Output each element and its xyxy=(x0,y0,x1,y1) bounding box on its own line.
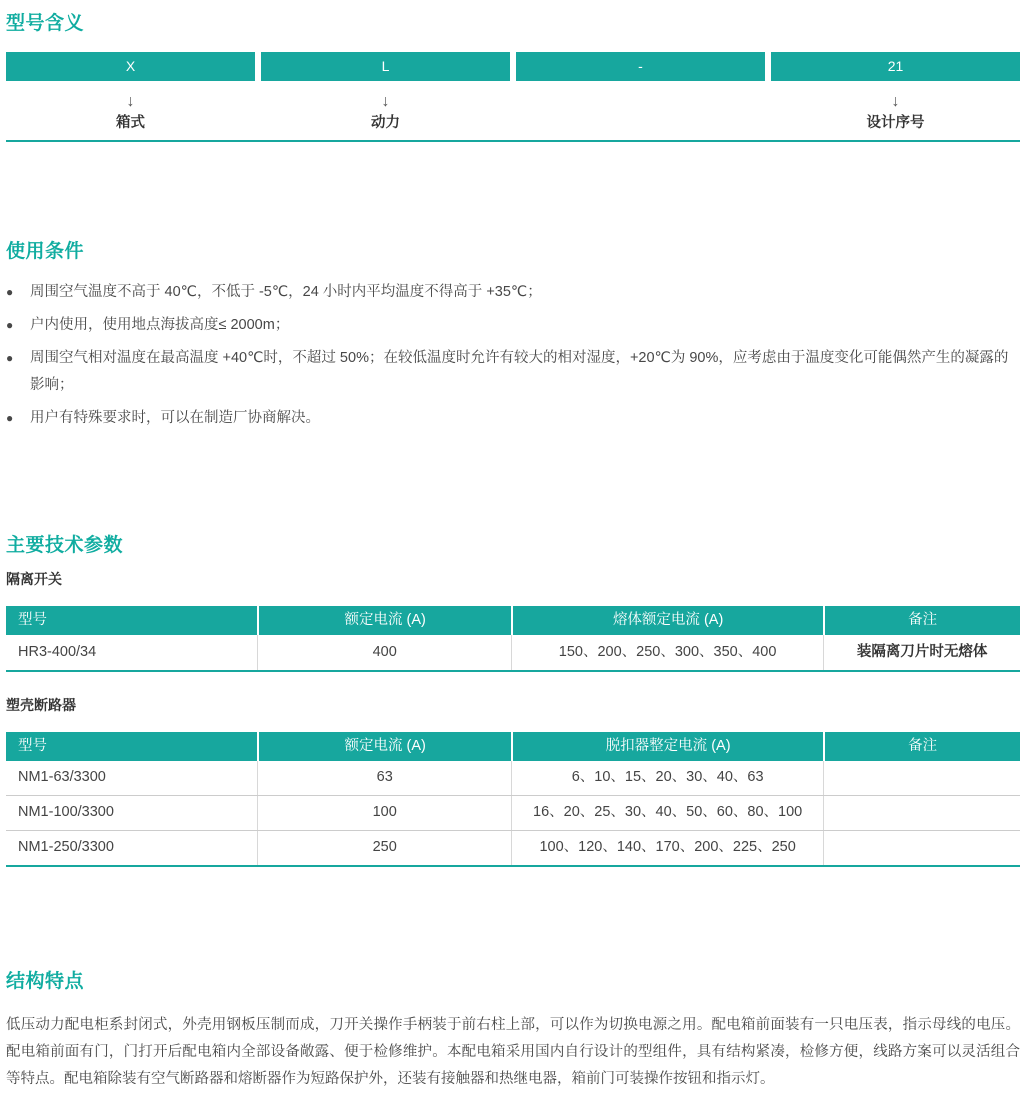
column-header-model: 型号 xyxy=(6,732,257,761)
cell-model: NM1-100/3300 xyxy=(18,804,114,820)
model-segment-dash: - xyxy=(516,52,765,81)
column-header-model: 型号 xyxy=(6,606,257,635)
technical-params-title: 主要技术参数 xyxy=(6,535,124,556)
cell-trip-setting-current: 100、120、140、170、200、225、250 xyxy=(511,831,823,865)
column-header-rated-current: 额定电流 (A) xyxy=(257,606,511,635)
isolating-switch-table xyxy=(6,606,1020,672)
cell-remark: 装隔离刀片时无熔体 xyxy=(823,635,1020,670)
list-item xyxy=(6,345,1020,399)
isolating-switch-subtitle: 隔离开关 xyxy=(6,571,62,587)
model-segment-box-type: X xyxy=(6,52,255,81)
cell-rated-current: 100 xyxy=(257,796,511,830)
cell-model: NM1-250/3300 xyxy=(18,839,114,855)
table-header-row xyxy=(6,732,1020,761)
column-header-remark: 备注 xyxy=(823,732,1020,761)
usage-condition-text: 周围空气温度不高于 40℃，不低于 -5℃，24 小时内平均温度不得高于 +35℃； xyxy=(30,284,542,300)
model-labels-row xyxy=(6,111,1020,133)
cell-rated-current: 250 xyxy=(257,831,511,865)
cell-trip-setting-current: 6、10、15、20、30、40、63 xyxy=(511,761,823,795)
divider-line xyxy=(6,140,1020,142)
bullet-icon: ● xyxy=(6,411,14,425)
table-row xyxy=(6,795,1020,830)
mccb-subtitle: 塑壳断路器 xyxy=(6,697,76,713)
cell-model: NM1-63/3300 xyxy=(18,769,106,785)
arrow-placeholder xyxy=(516,93,765,111)
usage-conditions-list xyxy=(6,279,1020,432)
usage-conditions-title: 使用条件 xyxy=(6,241,85,262)
cell-rated-current: 63 xyxy=(257,761,511,795)
structure-features-paragraph: 低压动力配电柜系封闭式，外壳用钢板压制而成，刀开关操作手柄装于前右柱上部，可以作为切换电源之用。配电箱前面装有一只电压表，指示母线的电压。配电箱前面有门，门打开后配电箱内全部设备敞露、便于检修维护。本配电箱采用国内自行设计的型组件，具有结构紧凑，检修方便，线路方案可以灵活组合等特点。配电箱除装有空气断路器和熔断器作为短路保护外，还装有接触器和热继电器，箱前门可装操作按钮和指示灯。 xyxy=(6,1017,1020,1087)
list-item xyxy=(6,312,1020,339)
list-item xyxy=(6,405,1020,432)
model-label-empty xyxy=(516,113,765,133)
usage-condition-text: 周围空气相对温度在最高温度 +40℃时，不超过 50%；在较低温度时允许有较大的相对湿度，+20℃为 90%，应考虑由于温度变化可能偶然产生的凝露的影响； xyxy=(30,350,1009,393)
cell-rated-current: 400 xyxy=(257,635,511,670)
model-label-series: 设计序号 xyxy=(866,115,925,131)
column-header-trip-setting-current: 脱扣器整定电流 (A) xyxy=(511,732,823,761)
cell-model: HR3-400/34 xyxy=(18,644,97,660)
usage-condition-text: 用户有特殊要求时，可以在制造厂协商解决。 xyxy=(30,410,320,426)
bullet-icon: ● xyxy=(6,285,14,299)
down-arrow-icon: ↓ xyxy=(381,93,390,110)
model-code-bars xyxy=(6,52,1020,81)
column-header-remark: 备注 xyxy=(823,606,1020,635)
down-arrow-icon: ↓ xyxy=(126,93,135,110)
model-label-power: 动力 xyxy=(371,115,400,131)
cell-remark xyxy=(823,831,1020,865)
structure-features-title: 结构特点 xyxy=(6,971,85,992)
model-meaning-title: 型号含义 xyxy=(6,13,85,34)
mccb-table xyxy=(6,732,1020,867)
down-arrow-icon: ↓ xyxy=(891,93,900,110)
model-label-box-type: 箱式 xyxy=(116,115,145,131)
list-item xyxy=(6,279,1020,306)
table-header-row xyxy=(6,606,1020,635)
cell-trip-setting-current: 16、20、25、30、40、50、60、80、100 xyxy=(511,796,823,830)
cell-fuse-rated-current: 150、200、250、300、350、400 xyxy=(511,635,823,670)
bullet-icon: ● xyxy=(6,351,14,365)
table-row xyxy=(6,761,1020,795)
usage-condition-text: 户内使用，使用地点海拔高度≤ 2000m； xyxy=(30,317,290,333)
bullet-icon: ● xyxy=(6,318,14,332)
table-row xyxy=(6,635,1020,670)
model-segment-power: L xyxy=(261,52,510,81)
cell-remark xyxy=(823,761,1020,795)
model-segment-series: 21 xyxy=(771,52,1020,81)
cell-remark xyxy=(823,796,1020,830)
table-row xyxy=(6,830,1020,865)
column-header-rated-current: 额定电流 (A) xyxy=(257,732,511,761)
column-header-fuse-rated-current: 熔体额定电流 (A) xyxy=(511,606,823,635)
model-arrows-row xyxy=(6,93,1020,111)
